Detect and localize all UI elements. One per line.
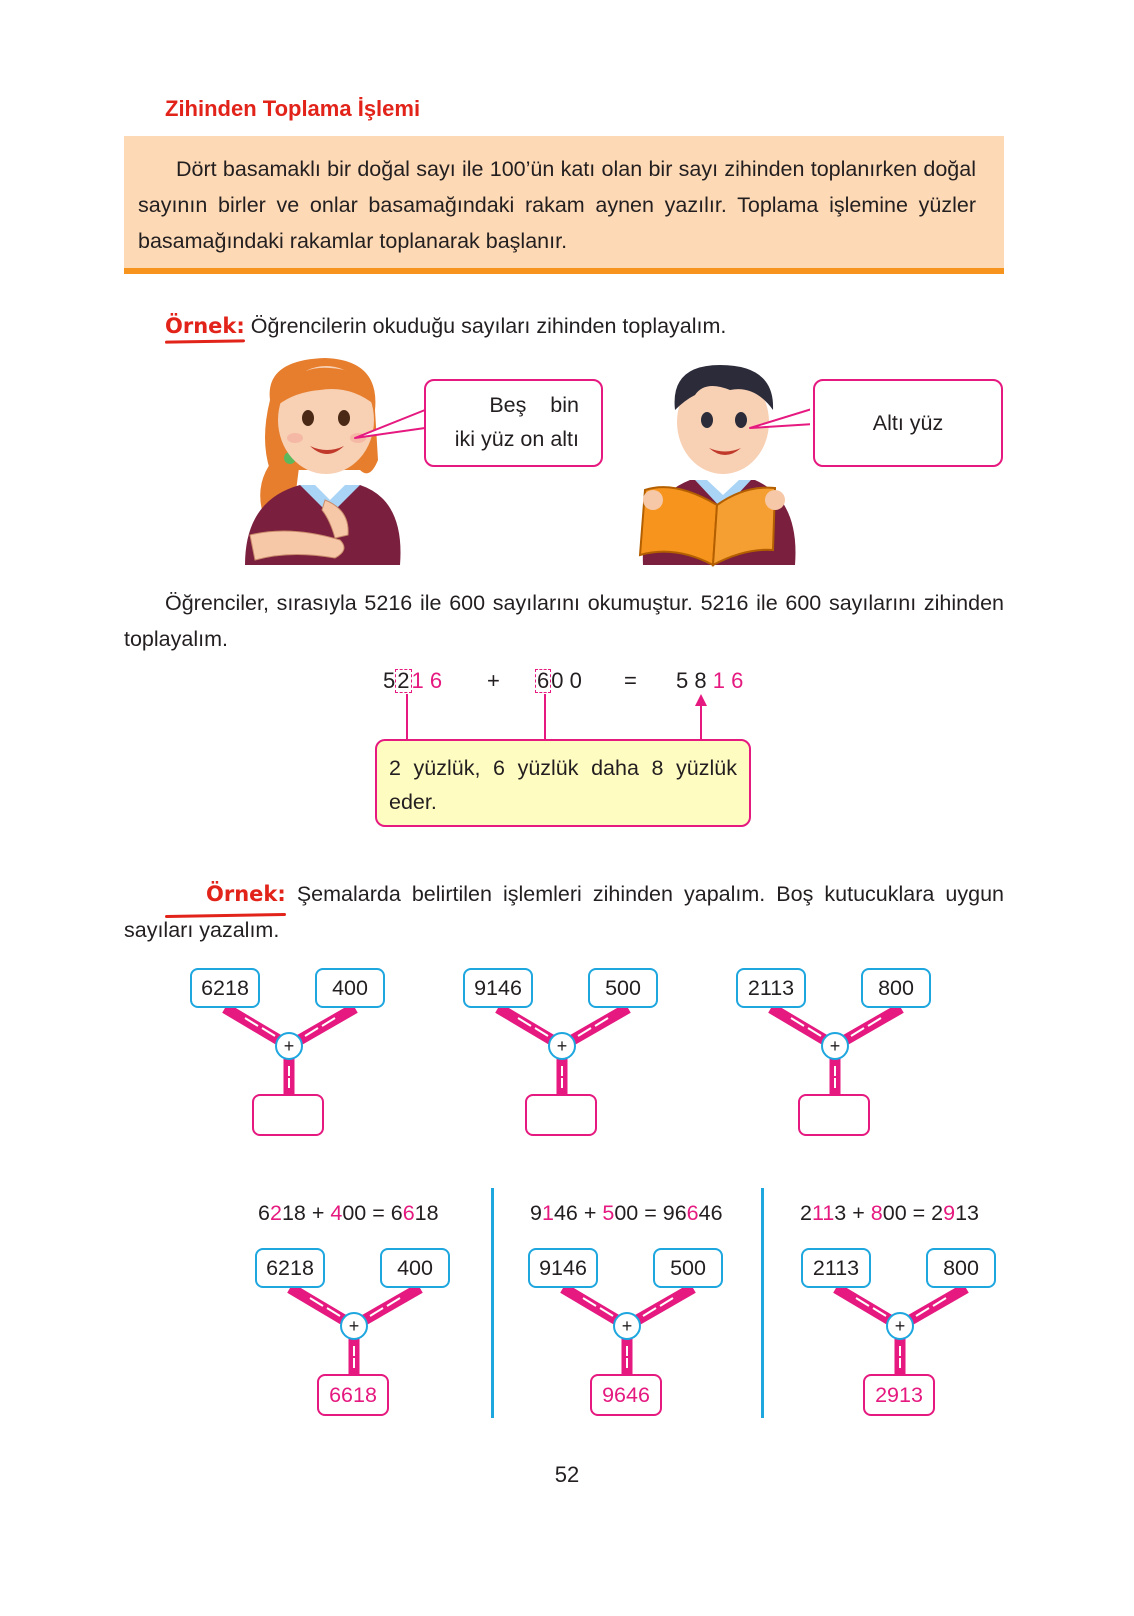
equals-sign: = bbox=[624, 668, 637, 693]
explanation-note: 2 yüzlük, 6 yüzlük daha 8 yüzlük eder. bbox=[375, 739, 751, 827]
result-box: 6618 bbox=[317, 1374, 389, 1416]
number-box: 2113 bbox=[736, 968, 806, 1008]
rule-text: Dört basamaklı bir doğal sayı ile 100’ün katı olan bir sayı zihinden toplanırken doğal sayının birler ve onlar basamağındaki rakam aynen yazılır. Toplama işlemine yüzler basamağındaki rakamlar toplanarak başlanır. bbox=[138, 157, 976, 253]
number-box: 2113 bbox=[801, 1248, 871, 1288]
plus-circle: + bbox=[821, 1032, 849, 1060]
example1-paragraph: Öğrenciler, sırasıyla 5216 ile 600 sayılarını okumuştur. 5216 ile 600 sayılarını zihinden toplayalım. bbox=[124, 591, 1004, 651]
column-divider bbox=[761, 1188, 764, 1418]
solution-equation-1: 6218 + 400 = 6618 bbox=[258, 1201, 439, 1225]
number-box: 500 bbox=[588, 968, 658, 1008]
plus-circle: + bbox=[886, 1312, 914, 1340]
solution-diagram-1 bbox=[255, 1248, 455, 1428]
result-box: 2913 bbox=[863, 1374, 935, 1416]
problem-diagram-1 bbox=[190, 968, 390, 1148]
number-box: 500 bbox=[653, 1248, 723, 1288]
number-box: 9146 bbox=[528, 1248, 598, 1288]
girl-word-2: bin bbox=[550, 393, 579, 417]
example-label: Örnek: bbox=[165, 314, 245, 338]
number-box: 800 bbox=[861, 968, 931, 1008]
solution-equation-3: 2113 + 800 = 2913 bbox=[800, 1201, 979, 1225]
boy-text: Altı yüz bbox=[872, 411, 944, 435]
page-number: 52 bbox=[554, 1462, 580, 1487]
example2-text: Şemalarda belirtilen işlemleri zihinden yapalım. Boş kutucuklara uygun sayıları yazalım. bbox=[124, 882, 1004, 942]
girl-word-1: Beş bbox=[489, 393, 527, 417]
addend-2: 60 0 bbox=[537, 668, 582, 693]
plus-sign: + bbox=[487, 668, 500, 693]
hundreds-digit-2: 6 bbox=[537, 668, 550, 693]
number-box: 800 bbox=[926, 1248, 996, 1288]
hundreds-digit-1: 2 bbox=[397, 668, 410, 693]
number-box: 400 bbox=[380, 1248, 450, 1288]
solution-equation-2: 9146 + 500 = 96646 bbox=[530, 1201, 723, 1225]
number-box: 6218 bbox=[190, 968, 260, 1008]
number-box: 9146 bbox=[463, 968, 533, 1008]
example1-text: Öğrencilerin okuduğu sayıları zihinden toplayalım. bbox=[250, 314, 727, 338]
plus-circle: + bbox=[613, 1312, 641, 1340]
result-box: 9646 bbox=[590, 1374, 662, 1416]
girl-line-2: iki yüz on altı bbox=[454, 427, 579, 451]
sum: 5 8 1 6 bbox=[676, 668, 744, 693]
example2-heading bbox=[124, 876, 1004, 948]
number-box: 6218 bbox=[255, 1248, 325, 1288]
answer-box[interactable] bbox=[798, 1094, 870, 1136]
addend-1: 521 6 bbox=[383, 668, 443, 693]
number-box: 400 bbox=[315, 968, 385, 1008]
column-divider bbox=[491, 1188, 494, 1418]
answer-box[interactable] bbox=[525, 1094, 597, 1136]
solution-diagram-2 bbox=[528, 1248, 728, 1428]
plus-circle: + bbox=[275, 1032, 303, 1060]
problem-diagram-2 bbox=[463, 968, 663, 1148]
answer-box[interactable] bbox=[252, 1094, 324, 1136]
plus-circle: + bbox=[340, 1312, 368, 1340]
example-label: Örnek: bbox=[165, 876, 286, 912]
section-title: Zihinden Toplama İşlemi bbox=[165, 96, 421, 121]
solution-diagram-3 bbox=[801, 1248, 1001, 1428]
problem-diagram-3 bbox=[736, 968, 936, 1148]
plus-circle: + bbox=[548, 1032, 576, 1060]
